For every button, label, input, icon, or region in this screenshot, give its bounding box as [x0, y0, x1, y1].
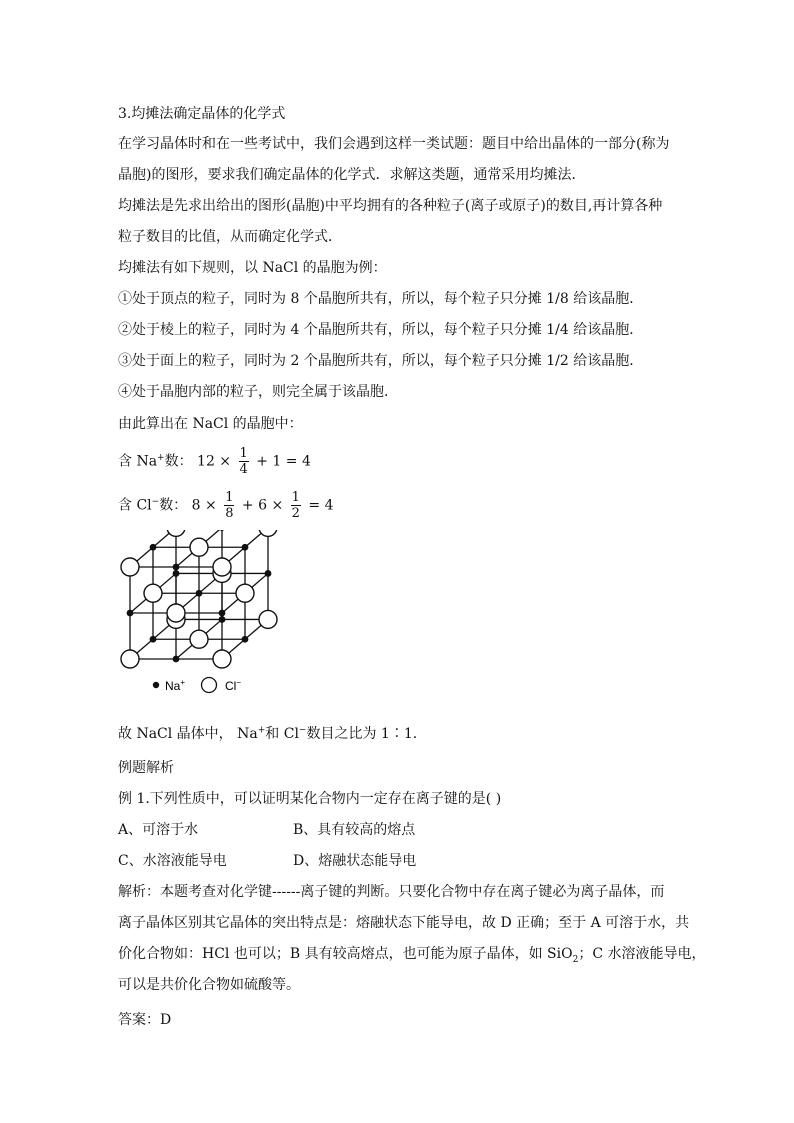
calc-intro: 由此算出在 NaCl 的晶胞中： [118, 416, 303, 432]
option-a[interactable]: A、可溶于水 [118, 822, 199, 838]
na-ion [173, 570, 180, 577]
analysis-line-1: 解析：本题考查对化学键------离子键的判断。只要化合物中存在离子键必为离子晶体，而 [118, 884, 665, 900]
cl-ion [259, 610, 277, 628]
na-ion [219, 610, 226, 617]
cl-ion [121, 558, 139, 576]
cl-legend-label: Cl− [225, 678, 242, 693]
rule-interior: ④处于晶胞内部的粒子，则完全属于该晶胞． [118, 384, 398, 400]
cl-ion [213, 558, 231, 576]
na-legend-dot [153, 682, 159, 688]
cl-count-formula: 含 Cl−数： 8 × $\frac{1}{8}$ + 6 × $\frac{1}{2}$ = 4 [118, 490, 334, 521]
analysis-line-2: 离子晶体区别其它晶体的突出特点是：熔融状态下能导电，故 D 正确；至于 A 可溶于水，共 [118, 915, 690, 931]
option-c[interactable]: C、水溶液能导电 [118, 853, 227, 869]
cl-ion [259, 530, 277, 536]
fraction-one-quarter: $\frac{1}{4}$ [239, 446, 248, 477]
na-ion [127, 610, 134, 617]
fraction-one-half: $\frac{1}{2}$ [291, 490, 300, 521]
cl-ion [167, 604, 185, 622]
rule-face: ③处于面上的粒子，同时为 2 个晶胞所共有，所以，每个粒子只分摊 1/2 给该晶胞． [118, 353, 644, 369]
cl-legend-circle [202, 678, 217, 693]
heading: 3.均摊法确定晶体的化学式 [118, 106, 286, 122]
analysis-line-3: 价化合物如：HCl 也可以；B 具有较高熔点，也可能为原子晶体，如 SiO$_2$；C 水溶液能导电， [118, 946, 706, 965]
cl-ion [190, 538, 208, 556]
cl-ion [213, 650, 231, 668]
answer: 答案：D [118, 1012, 172, 1028]
cl-ion [167, 530, 185, 536]
options-row-1 [118, 820, 415, 840]
option-d[interactable]: D、熔融状态能导电 [293, 853, 417, 869]
cl-ion [121, 650, 139, 668]
example-question: 例 1.下列性质中，可以证明某化合物内一定存在离子键的是( ) [118, 791, 502, 807]
cl-ion [190, 630, 208, 648]
analysis-line-4: 可以是共价化合物如硫酸等。 [118, 977, 300, 993]
cl-ion [144, 584, 162, 602]
definition-line-1: 均摊法是先求出给出的图形(晶胞)中平均拥有的各种粒子(离子或原子)的数目,再计算各种 [118, 198, 663, 214]
na-ion [242, 636, 249, 643]
na-ion [219, 616, 226, 623]
options-row-2 [118, 851, 416, 871]
rules-intro: 均摊法有如下规则，以 NaCl 的晶胞为例： [118, 260, 387, 276]
intro-line-2: 晶胞)的图形，要求我们确定晶体的化学式．求解这类题，通常采用均摊法． [118, 167, 586, 183]
na-ion [173, 564, 180, 571]
na-count-formula: 含 Na+数： 12 × $\frac{1}{4}$ + 1 = 4 [118, 446, 311, 477]
conclusion: 故 NaCl 晶体中， Na+和 Cl−数目之比为 1∶1. [118, 725, 418, 742]
fraction-one-eighth: $\frac{1}{8}$ [225, 490, 234, 521]
na-ion [150, 636, 157, 643]
na-ion [265, 570, 272, 577]
option-b[interactable]: B、具有较高的熔点 [293, 822, 416, 838]
na-ion [242, 544, 249, 551]
nacl-unit-cell-diagram [112, 530, 302, 700]
example-heading: 例题解析 [118, 760, 174, 776]
na-legend-label: Na+ [165, 678, 186, 693]
legend [153, 678, 242, 694]
na-ion [196, 590, 203, 597]
rule-vertex: ①处于顶点的粒子，同时为 8 个晶胞所共有，所以，每个粒子只分摊 1/8 给该晶胞． [118, 291, 644, 307]
na-ion [150, 544, 157, 551]
rule-edge: ②处于棱上的粒子，同时为 4 个晶胞所共有，所以，每个粒子只分摊 1/4 给该晶胞． [118, 322, 644, 338]
cl-ion [236, 584, 254, 602]
intro-line-1: 在学习晶体时和在一些考试中，我们会遇到这样一类试题：题目中给出晶体的一部分(称为 [118, 136, 670, 152]
definition-line-2: 粒子数目的比值，从而确定化学式． [118, 229, 342, 245]
na-ion [173, 656, 180, 663]
